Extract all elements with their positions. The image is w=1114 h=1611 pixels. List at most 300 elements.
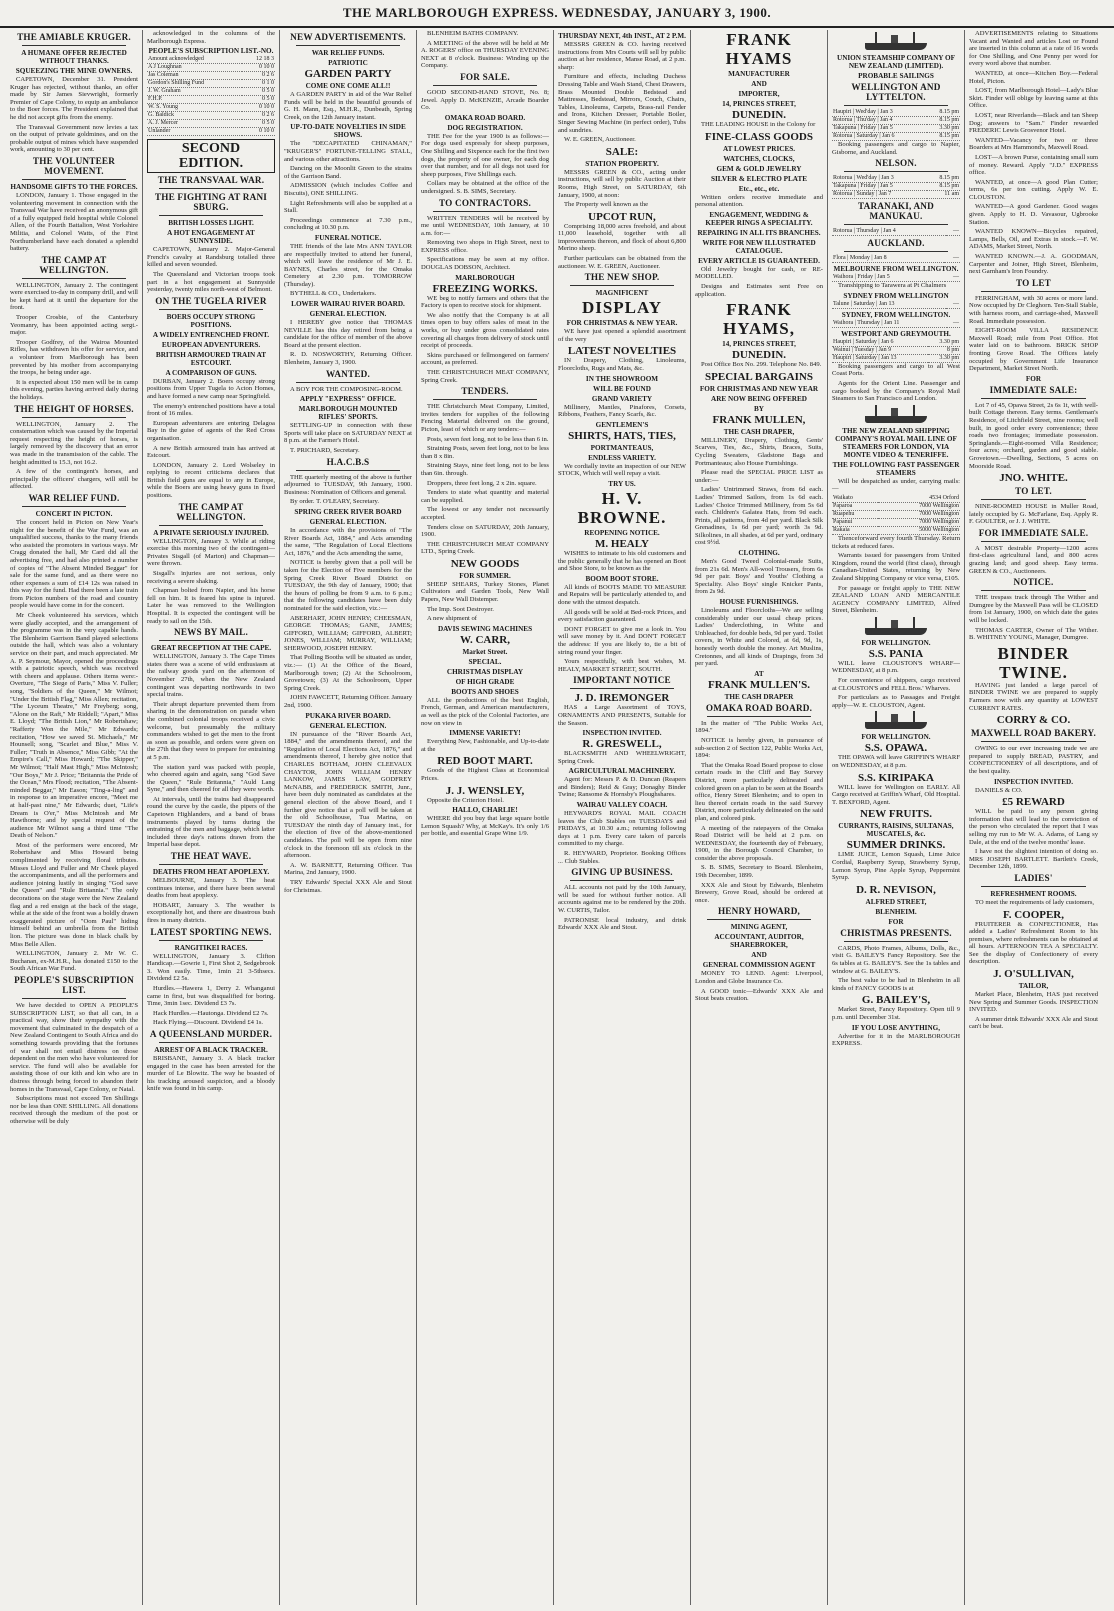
subheading: THE CASH DRAPER: [724, 692, 794, 701]
paragraph: NOTICE is hereby given, in pursuance of sub-section 2 of Section 122, Public Works Act, 1894:: [695, 736, 823, 760]
subheading: Etc., etc., etc.: [738, 184, 780, 193]
table-row: [147, 64, 275, 72]
paragraph: WANTED—A good Gardener. Good wages given. Apply to H. D. Vavasour, Ugbrooke Station.: [969, 203, 1098, 226]
column-6: [691, 30, 828, 1605]
subheading: SILVER & ELECTRO PLATE: [710, 174, 808, 183]
paragraph: WELLINGTON, January 3. Clifton Handicap.—Gowrie 1, First Shot 2, Sedgebrook 3. Won easily. Time, 1min 21 3-5thsecs. Dividend £2 5s.: [147, 952, 275, 983]
subheading: GENTLEMEN'S: [595, 420, 649, 429]
rule: [570, 880, 674, 881]
display-line: FINE-CLASS GOODS: [705, 130, 813, 143]
headline: HENRY HOWARD,: [717, 906, 801, 917]
subheading: WAIRAU VALLEY COACH.: [576, 801, 668, 810]
paragraph: HOBART, January 3. The weather is exceptionally hot, and there are disastrous bush fires in many districts.: [147, 901, 275, 924]
table-cell: Waihora | Thursday | Jan 11: [832, 320, 947, 328]
rule: [22, 998, 126, 999]
rule: [296, 470, 400, 471]
table-cell: 0 5 0: [242, 96, 275, 104]
display-line: FRANK MULLEN,: [712, 413, 806, 426]
table-cell: Gordon's Shilling Fund: [147, 80, 242, 88]
subheading: FOR: [888, 917, 904, 926]
subheading: FOR WELLINGTON.: [861, 638, 931, 647]
table-row: [832, 183, 960, 191]
paragraph: Further particulars can be obtained from the auctioneer. W. E. GREEN, Auctioneer.: [558, 255, 686, 270]
rule: [433, 85, 537, 86]
table-cell: 8.15 pm: [927, 175, 960, 183]
subheading: OMAKA ROAD BOARD.: [444, 113, 526, 122]
schedule-table: [832, 339, 960, 363]
subheading: GENERAL COMMISSION AGENT: [702, 961, 816, 970]
display-line: CORRY & CO.: [996, 714, 1071, 727]
paragraph: Linoleums and Floorcloths—We are selling considerably under our usual cheap prices. Ladies' Underclothing, in White and Unbleached, for double beds, 9d per yard. Toilet covers, in White and Colored, at 6d, 9d, 1s, honestly worth double the money. Art Muslins, Cretonnes, and all kinds of Drapings, from 3d per yard.: [695, 607, 823, 668]
rule: [22, 417, 126, 418]
subheading: GRAND VARIETY: [591, 394, 653, 403]
rule: [981, 590, 1086, 591]
headline: IMMEDIATE SALE:: [989, 384, 1078, 395]
rule: [159, 309, 263, 310]
paragraph: WANTED, at once—A good Plan Cutter; terms, 6s per ton cutting. Apply W. E. CLOUSTON.: [969, 178, 1098, 201]
table-row: [832, 255, 960, 263]
paragraph: T. PRICHARD, Secretary.: [290, 447, 360, 454]
paragraph: Straining Posts, seven feet long, not to be less than 8 x 8in.: [421, 445, 549, 460]
paragraph: Trooper Godfrey, of the Wairoa Mounted Rifles, has withdrawn his offer for service, and a volunteer from Marlborough has been prevented by his mother from accompanying the troops, he being under age.: [10, 338, 138, 377]
display-line: JNO. WHITE.: [999, 472, 1068, 485]
masthead: THE MARLBOROUGH EXPRESS. WEDNESDAY, JANUARY 3, 1900.: [0, 0, 1114, 28]
paragraph: A. W. BARNETT, Returning Officer. Tua Marina, 2nd January, 1900.: [284, 861, 412, 877]
paragraph: THE Christchurch Meat Company, Limited, invites tenders for supplies of the following Fencing Material delivered on the ground, Picton, least of which or any tenders:—: [421, 403, 549, 433]
paragraph: ADVERTISEMENTS relating to Situations Vacant and Wanted and articles Lost or Found are inserted in this column at a rate of 16 words for One Shilling, and One Penny per word for every word above that number.: [969, 30, 1098, 68]
rule: [844, 251, 948, 252]
paragraph: Chapman bolted from Napier, and his horse fell on him. It is feared his spine is injured. Later he was removed to the Wellington Hospital. It is expected the contingent will be ready to sail on the 15th.: [147, 587, 275, 625]
rule: [844, 105, 948, 106]
ship-hull: [865, 628, 927, 635]
ship-hull: [865, 43, 927, 50]
paragraph: Will be despatched as under, carrying mails:—: [832, 477, 960, 493]
headline: A QUEENSLAND MURDER.: [149, 1028, 273, 1039]
paragraph: SHEEP SHEARS, Turkey Stones, Planet Cultivators and Garden Tools, New Wall Papers, New Wall Distemper.: [421, 580, 549, 604]
subheading: CLOTHING.: [738, 549, 780, 558]
table-row: [832, 510, 960, 518]
subheading: FOR CHRISTMAS AND NEW YEAR: [699, 384, 819, 393]
rule: [981, 398, 1086, 399]
subheading: ARE NOW BEING OFFERED: [711, 394, 807, 403]
ship-hull: [865, 722, 927, 729]
subheading: Market Street.: [462, 647, 508, 656]
paragraph: WRITTEN TENDERS will be received by me until WEDNESDAY, 10th January, at 10 a.m. for:—: [421, 214, 549, 237]
table-row: [832, 339, 960, 347]
display-line: W. CARR,: [459, 633, 510, 646]
table-cell: Rotorua | Wed'day | Jan 3: [832, 175, 927, 183]
headline: MAXWELL ROAD BAKERY.: [970, 728, 1097, 739]
paragraph: All kinds of BOOTS MADE TO MEASURE and Repairs will be particularly attended to, and done with the utmost despatch.: [558, 583, 686, 606]
display-line: FREEZING WORKS.: [432, 282, 538, 295]
paragraph: Dancing on the Moonlit Green to the strains of the Garrison Band.: [284, 165, 412, 180]
subheading: INSPECTION INVITED.: [582, 729, 662, 738]
subheading: STATION PROPERTY.: [585, 159, 659, 168]
table-cell: 8.15 pm: [927, 133, 960, 141]
table-row: [832, 274, 960, 282]
headline: ON THE TUGELA RIVER: [155, 295, 267, 306]
paragraph: The Transvaal Government now levies a tax on the output of private goldmines, and on the probable output of mines which have suspended work, amounting to 30 per cent.: [10, 123, 138, 154]
display-line: £5 REWARD: [1002, 796, 1065, 809]
paragraph: THE trespass track through The Wither and Dumgree by the Maxwell Pass will be CLOSED from 1st January, 1900, on which date the gates will be locked.: [969, 594, 1098, 625]
display-line: NEW FRUITS.: [860, 808, 932, 821]
table-cell: 3.30 pm: [928, 354, 960, 362]
paragraph: Warrants issued for passengers from United Kingdom, round the world (first class), through Canadian-United States, returning by New Zealand Shipping Company or vice versa, £105.: [832, 552, 960, 582]
subheading: DOG REGISTRATION.: [447, 123, 523, 132]
headline: THE AMIABLE KRUGER.: [17, 32, 131, 42]
paragraph: The best value to be had in Blenheim in all kinds of FANCY GOODS is at: [832, 977, 960, 992]
rule: [159, 940, 263, 941]
subheading: BOOTS AND SHOES: [451, 687, 519, 696]
paragraph: HAS a Large Assortment of TOYS, ORNAMENTS AND PRESENTS, Suitable for the Season.: [558, 704, 686, 727]
paragraph: ALL accounts not paid by the 10th January, will be sued for without further notice. All accounts against me to be rendered by the 20th. W. CURTIS, Tailor.: [558, 884, 686, 914]
headline: AUCKLAND.: [867, 238, 925, 249]
display-line: R. GRESWELL,: [582, 738, 662, 751]
table-row: [832, 301, 960, 309]
subheading: THE NEW ZEALAND SHIPPING COMPANY'S ROYAL MAIL LINE OF STEAMERS FOR LONDON, VIA MONTE VIDEO & TENERIFFE.: [835, 426, 957, 459]
paragraph: Specifications may be seen at my office. DOUGLAS DOBSON, Architect.: [421, 256, 549, 272]
subheading: BRITISH LOSSES LIGHT.: [168, 219, 254, 228]
headline: NEW ADVERTISEMENTS.: [290, 32, 406, 42]
table-row: [832, 346, 960, 354]
ship-funnel: [891, 408, 898, 416]
paragraph: WE have just opened a splendid assortment of the very: [558, 328, 686, 343]
steamship-icon: [861, 405, 931, 425]
paragraph: LIME JUICE, Lemon Squash, Lime Juice Cordial, Raspberry Syrup, Strawberry Syrup, Lemon Syrup, Pine Apple Syrup, Peppermint Syrup.: [832, 851, 960, 882]
subheading: UP-TO-DATE NOVELTIES IN SIDE SHOWS.: [290, 123, 406, 140]
table-row: [147, 56, 275, 64]
schedule-table: [832, 320, 960, 328]
paragraph: W. E. GREEN, Auctioneer.: [564, 136, 636, 144]
subheading: SYDNEY, FROM WELLINGTON.: [841, 310, 951, 319]
table-row: [832, 191, 960, 199]
subheading: PROBABLE SAILINGS: [858, 72, 934, 80]
paragraph: S. B. SIMS, Secretary to Board. Blenheim, 19th December, 1899.: [695, 864, 823, 880]
table-cell: 7000 Wellington: [878, 502, 960, 510]
subheading: CONCERT IN PICTON.: [35, 509, 113, 518]
paragraph: WILL be paid to any person giving information that will lead to the conviction of the person who circulated the report that I was selling my run to Mr W. A. Adams, of Lang sy Dale, at the end of the twelve months' lease.: [969, 808, 1098, 846]
rule: [844, 171, 948, 172]
paragraph: Hurdles.—Hawera 1, Derry 2. Whanganui came in first, but was disqualified for boring. Time, 3min 1sec. Dividend £3 7s.: [147, 984, 275, 1008]
paragraph: A GOOD tonic—Edwards' XXX Ale and Stout beats creation.: [695, 987, 823, 1003]
subheading: IN THE SHOWROOM: [585, 374, 659, 383]
paragraph: That the Omaka Road Board propose to close certain roads in the Cliff and Bay Survey District, more particularly delineated and colored green on a plan to be seen at the Board's office, Henry Street Blenheim; and to open in lieu thereof certain roads in the said Survey District, more particularly delineated on the said plan, and colored pink.: [695, 761, 823, 822]
headline: CHRISTMAS PRESENTS.: [840, 927, 952, 938]
table-cell: Amount acknowledged: [147, 56, 242, 64]
table-cell: Haupiri | Saturday | Jan 13: [832, 354, 928, 362]
table-cell: Rakaia: [832, 526, 878, 534]
display-line: S.S. PANIA: [868, 647, 924, 660]
table-cell: —: [946, 301, 960, 309]
paragraph: A new British armoured train has arrived at Estcourt.: [147, 444, 275, 460]
ship-mast: [875, 32, 877, 43]
paragraph: Market Place, Blenheim, HAS just received New Spring and Summer Goods. INSPECTION INVITED.: [969, 991, 1098, 1014]
paragraph: A meeting of the ratepayers of the Omaka Road District will be held at 2 p.m. on WEDNESDAY, the fourteenth day of February, 1900, in the Borough Council Chamber, to consider the above proposals.: [695, 824, 823, 862]
table-cell: 0 10 0: [242, 104, 275, 112]
schedule-table: [832, 109, 960, 141]
rule: [844, 941, 948, 942]
rule: [22, 506, 126, 507]
table-cell: Flora | Monday | Jan 8: [832, 255, 944, 263]
subheading: PORTMANTEAUS,: [590, 443, 654, 452]
table-row: [147, 80, 275, 88]
table-row: [147, 72, 275, 80]
column-4: [417, 30, 554, 1605]
table-cell: A. J. Mercer: [147, 120, 242, 128]
paragraph: Tenders to state what quantity and material can be supplied.: [421, 489, 549, 504]
subheading: APPLY "EXPRESS" OFFICE.: [300, 395, 396, 404]
subheading: BOOM BOOT STORE.: [585, 574, 659, 583]
rule: [433, 399, 537, 400]
table-row: [147, 120, 275, 128]
paragraph: NOTICE is hereby given that a poll will be taken for the Election of Five members for the Spring Creek River Board District on TUESDAY, the 9th day of January, 1900; that the hours of polling be from 9 a.m. to 6 p.m.; that the following candidates have been duly nominated for the said election, viz.:—: [284, 559, 412, 612]
paragraph: We cordially invite an inspection of our NEW STOCK, Which will well repay a visit.: [558, 462, 686, 478]
table-cell: 0 2 6: [242, 112, 275, 120]
headline: TO LET: [1016, 277, 1051, 288]
paragraph: GOOD SECOND-HAND STOVE, No. 8; Jewel. Apply D. McKENZIE, Arcade Boarder Co.: [421, 88, 549, 112]
paragraph: The Imp. Soot Destroyer.: [427, 605, 494, 613]
table-cell: Takapuna | Friday | Jan 5: [832, 183, 927, 191]
paragraph: For convenience of shippers, cargo received at CLOUSTON'S and FELL Bros.' Wharves.: [832, 677, 960, 692]
display-line: S.S. KIRIPAKA: [858, 771, 934, 784]
table-cell: Haupiri | Wed'day | Jan 3: [832, 109, 927, 117]
schedule-table: [832, 274, 960, 282]
rule: [159, 188, 263, 189]
table-cell: 0 5 0: [242, 88, 275, 96]
paragraph: A MEETING of the above will be held at Mr A. ROGERS' office on THURSDAY EVENING NEXT at 8 o'clock. Business: Winding up the Company.: [421, 39, 549, 70]
column-5: [554, 30, 691, 1605]
paragraph: Thenceforward every fourth Thursday. Return tickets at reduced fares.: [832, 534, 960, 550]
paragraph: TRY Edwards' Special XXX Ale and Stout for Christmas.: [284, 878, 412, 894]
headline: THE FIGHTING AT RANI SBURG.: [154, 192, 268, 213]
table-cell: Waihora | Friday | Jan 5: [832, 274, 945, 282]
subheading: EVERY ARTICLE IS GUARANTEED.: [698, 256, 820, 265]
subheading: ENDLESS VARIETY.: [588, 453, 656, 462]
paragraph: Removing two shops in High Street, next to EXPRESS office.: [421, 239, 549, 254]
table-row: [832, 133, 960, 141]
paragraph: The concert held in Picton on New Year's night for the benefit of the War Fund, was an unqualified success, thanks to the many friends who assisted the promoters in various ways. Mr Cragg donated the hall, Mr Card did all the advertising free, and had also printed a number of copies of "The Absent Minded Beggar" for sale for the same fund, and as there were no other expenses a sum of £14 12s was raised in this way for the fund. Had there been a late train from Picton numbers of the road and country people would have come in for the concert.: [10, 518, 138, 610]
paragraph: WELLINGTON, January 2. The contingent were exercised to-day in company drill, and will be kept hard at it until the departure for the front.: [10, 281, 138, 312]
headline: PEOPLE'S SUBSCRIPTION LIST.: [14, 974, 134, 995]
paragraph: DONT FORGET to give me a look in. You will save money by it. And DON'T FORGET the address: If you are likely to, tie a bit of string round your finger.: [558, 625, 686, 656]
display-line: J. J. WENSLEY,: [445, 784, 525, 797]
subheading: ACCOUNTANT, AUDITOR, SHAREBROKER,: [714, 933, 804, 950]
display-line: J. D. IREMONGER: [574, 692, 670, 705]
subheading: IMMENSE VARIETY!: [449, 729, 521, 738]
column-1: [6, 30, 143, 1605]
subheading: A HUMANE OFFER REJECTED WITHOUT THANKS.: [21, 49, 127, 65]
table-cell: W. S. Young: [147, 104, 242, 112]
paragraph: CARDS, Photo Frames, Albums, Dolls, &c., visit G. BAILEY'S Fancy Repository. See the 6s tables at G. BAILEY'S. See the 1s tables and window at G. BAILEY'S.: [832, 944, 960, 975]
ship-mast: [913, 405, 915, 416]
subheading: IF YOU LOSE ANYTHING,: [851, 1023, 941, 1032]
paragraph: MONEY TO LEND. Agent: Liverpool, London and Globe Insurance Co.: [695, 970, 823, 986]
table-cell: 0 1 0: [242, 80, 275, 88]
subheading: ALFRED STREET,: [865, 897, 927, 906]
rule: [570, 688, 674, 689]
subheading: MINING AGENT,: [730, 923, 788, 932]
subheading: AGRICULTURAL MACHINERY.: [568, 767, 676, 776]
ship-funnel: [891, 714, 898, 722]
subheading: FOR CHRISTMAS & NEW YEAR.: [566, 319, 678, 328]
paragraph: Light Refreshments will also be supplied at a Stall.: [284, 199, 412, 215]
rule: [22, 179, 126, 180]
headline: NOTICE.: [1013, 577, 1054, 588]
paragraph: WANTED KNOWN.—J. A. GOODMAN, Carpenter and Joiner, High Street, Blenheim, next Garnham's Iron Foundry.: [969, 253, 1098, 276]
table-row: [147, 88, 275, 96]
rule: [981, 541, 1086, 542]
table-row: [147, 128, 275, 136]
subheading: REOPENING NOTICE.: [584, 529, 660, 537]
subheading: 14, PRINCES STREET,: [722, 100, 796, 108]
paragraph: BYTHELL & CO., Undertakers.: [290, 290, 377, 298]
column-8: [965, 30, 1102, 1605]
paragraph: ALL the productions of the best English, French, German, and American manufacturers, as well as the pick of the Colonial Factories, are now on view in: [421, 696, 549, 727]
schedule-table: [832, 255, 960, 263]
paragraph: Agents for the Orient Line. Passenger and cargo booked by the Company's Royal Mail Steamers to San Francisco and London.: [832, 379, 960, 403]
table-cell: 11 am: [927, 191, 960, 199]
paragraph: Straining Stays, nine feet long, not to be less than 6in. through.: [421, 462, 549, 477]
paragraph: ABERHART, JOHN HENRY; CHEESMAN, GEORGE THOMAS; GANE, JAMES; GIFFORD, WILLIAM; GIFFORD, ALBERT; JONES, WILLIAM; MURRAY, WILLIAM; SHERWOOD, JOSEPH HENRY.: [284, 614, 412, 652]
table-cell: 8.15 pm: [927, 183, 960, 191]
subheading: THURSDAY NEXT, 4th INST., AT 2 P.M.: [558, 32, 686, 40]
paragraph: That Polling Booths will be situated as under, viz.:— (1) At the Office of the Board, Marlborough town; (2) At the Schoolroom, Grovetown; (3) At the Schoolroom, Upper Spring Creek.: [284, 654, 412, 692]
columns: [6, 30, 1108, 1605]
paragraph: Post Office Box No. 299. Telephone No. 849.: [701, 361, 822, 369]
subheading: GENERAL ELECTION.: [309, 517, 387, 526]
rule: [159, 525, 263, 526]
display-line: G. BAILEY'S,: [861, 994, 931, 1007]
table-row: [832, 495, 960, 503]
subheading: REPAIRING IN ALL ITS BRANCHES.: [697, 228, 821, 237]
paragraph: We have decided to OPEN A PEOPLE'S SUBSCRIPTION LIST, so that all can, in a practical way, show their sympathy with the movement that culminated in the despatch of a New Zealand Contingent to South Africa and do something towards providing that the fortunes of war shall not entail distress on those dependent on the men who have volunteered for service. The fund will also be available for assisting those of our kith and kin who are in distress through being forced to abandon their homes in the Transvaal, Cape Colony, or Natal.: [10, 1001, 138, 1093]
paragraph: Trooper Crosbie, of the Canterbury Yeomanry, has been appointed acting sergt.-major.: [10, 314, 138, 337]
paragraph: Designs and Estimates sent Free on application.: [695, 282, 823, 298]
table-cell: Papanui: [832, 518, 878, 526]
paragraph: LOST—A brown Purse, containing small sum of money. Reward. Apply "J.D." EXPRESS office.: [969, 153, 1098, 177]
paragraph: OWING to our ever increasing trade we are prepared to supply BREAD, PASTRY, and CONFECTIONERY of all descriptions, and of the best quality.: [969, 745, 1098, 775]
subheading: LOWER WAIRAU RIVER BOARD.: [291, 300, 405, 309]
display-line: FRANK MULLEN'S.: [707, 678, 811, 691]
headline: NEWS BY MAIL.: [174, 627, 248, 638]
headline: LADIES': [1014, 872, 1053, 883]
paragraph: ADMISSION (which includes Coffee and Biscuits), ONE SHILLING.: [284, 182, 412, 197]
paragraph: WELLINGTON, January 3. While at riding exercise this morning two of the contingent—Privates Sisgall (of Marton) and Chapman—were thrown.: [147, 537, 275, 568]
display-line: UPCOT RUN,: [588, 210, 656, 223]
paragraph: At intervals, until the trains had disappeared round the curve by the castle, the pipers of the Capetown Highlanders, and a band of brass instruments played by turns during the entraining of the men and baggage, which latter included three day's rations drawn from the Imperial base depot.: [147, 795, 275, 849]
subheading: A HOT ENGAGEMENT AT SUNNYSIDE.: [167, 229, 255, 246]
paragraph: Hack Flying.—Discount. Dividend £4 1s.: [153, 1019, 264, 1027]
subheading: CURRANTS, RAISINS, SULTANAS, MUSCATELS, &c.: [838, 822, 954, 839]
table-cell: 0 5 0: [242, 120, 275, 128]
ship-mast: [875, 617, 877, 628]
subheading: DAVIS SEWING MACHINES: [437, 624, 533, 633]
subheading: AND: [751, 80, 767, 88]
rule: [433, 211, 537, 212]
paragraph: Their abrupt departure prevented them from sharing in the demonstration on parade when the combined colonial troops received a civic welcome, but presumably the military commanders wished to get the men to the front as soon as possible, and orders were given on the 27th that they were to prepare for entraining at 5 p.m.: [147, 700, 275, 761]
subheading: ENGAGEMENT, WEDDING & KEEPER RINGS A SPECIALITY.: [705, 210, 813, 227]
paragraph: CAPETOWN, January 2. Major-General French's cavalry at Randsburg totalled three killed and seven wounded.: [147, 246, 275, 269]
table-row: [832, 320, 960, 328]
paragraph: WILL leave for Wellington on EARLY. All Cargo received at Griffin's Wharf, Old Hospital. T. BEXFORD, Agent.: [832, 783, 960, 806]
subheading: PEOPLE'S SUBSCRIPTION LIST.-NO.: [148, 47, 274, 56]
paragraph: A MOST desirable Property—1200 acres first-class agricultural land, and 800 acres grazing land; and good sheep. Easy terms. GREEN & CO., Auctioneers.: [969, 544, 1098, 575]
subheading: WAR RELIEF FUNDS.: [311, 49, 385, 57]
subheading: FOR: [1025, 374, 1042, 383]
ship-funnel: [891, 620, 898, 628]
paragraph: Old Jewelry bought for cash, or RE-MODELLED.: [695, 265, 823, 281]
subheading: AND: [751, 951, 767, 960]
paragraph: A BOY FOR THE COMPOSING-ROOM.: [290, 385, 403, 393]
subheading: HOUSE FURNISHINGS.: [719, 598, 799, 607]
rule: [981, 886, 1086, 887]
headline: TO CONTRACTORS.: [438, 197, 531, 208]
subheading: TRY US.: [608, 480, 636, 488]
paragraph: The "DECAPITATED CHINAMAN," "KRUGER'S" FORTUNE-TELLING STALL, and various other attractions.: [284, 140, 412, 163]
paragraph: WILL leave CLOUSTON'S WHARF—WEDNESDAY, at 8 p.m.: [832, 659, 960, 675]
subheading: A COMPARISON OF GUNS.: [165, 368, 257, 377]
paragraph: WE beg to notify farmers and others that the Factory is open to receive stock for shipment.: [421, 294, 549, 310]
subheading: UNION STEAMSHIP COMPANY OF NEW ZEALAND (LIMITED).: [837, 54, 955, 70]
paragraph: I HEREBY give notice that THOMAS NEVILLE has this day retired from being a candidate for the office of member of the above Board at the present election.: [284, 319, 412, 349]
paragraph: Posts, seven feet long, not to be less than 6 in.: [427, 435, 549, 443]
subheading: WATCHES, CLOCKS,: [723, 154, 795, 163]
subheading: BRITISH ARMOURED TRAIN AT ESTCOURT.: [155, 350, 267, 367]
display-line: M. HEALY: [595, 538, 649, 550]
headline: THE HEAT WAVE.: [170, 851, 252, 862]
paragraph: It is expected about 150 men will be in camp this evening, parties having arrived daily during the holidays.: [10, 378, 138, 401]
paragraph: NINE-ROOMED HOUSE in Muller Road, lately occupied by G. McFarlane, Esq. Apply R. F. GOULTER, or J. J. WHITE.: [969, 503, 1098, 526]
schedule-table: [832, 228, 960, 236]
paragraph: Millinery, Mantles, Pinafores, Corsets, Ribbons, Feathers, Fancy Scarfs, &c.: [558, 403, 686, 419]
display-line: SALE:: [605, 145, 639, 158]
subheading: COME ONE COME ALL!!: [305, 82, 391, 90]
rule: [159, 864, 263, 865]
table-row: [832, 518, 960, 526]
steamship-icon: [861, 32, 931, 52]
table-cell: 5000 Wellington: [878, 526, 960, 534]
column-3: [280, 30, 417, 1605]
paragraph: Transhipping to Tarawera at Pt Chalmers: [838, 282, 947, 290]
display-line: RED BOOT MART.: [437, 755, 533, 768]
paragraph: Hack Hurdles.—Hautonga. Dividend £2 7s.: [153, 1009, 269, 1017]
paragraph: Agent for: Messrs P. & D. Duncan (Reapers and Binders); Reid & Gray; Donaghy Binder Twine; Ransome & Hornsby's Ploughshares.: [558, 776, 686, 799]
paragraph: WANTED, at once—Kitchen Boy.—Federal Hotel, Picton.: [969, 69, 1098, 85]
subheading: HALLO, CHARLIE!: [452, 806, 518, 815]
table-cell: Unlander: [147, 128, 242, 136]
table-cell: 3.30 pm: [928, 339, 960, 347]
table-cell: Takapuna | Friday | Jan 5: [832, 125, 927, 133]
table-row: [147, 104, 275, 112]
paragraph: Furniture and effects, including Duchess Dressing Table and Wash Stand, Chest Drawers, Brass Mounted Double Bedstead and Mattresses, Bedstead, Mirrors, Couch, Chairs, Tables, Linoleums, Carpets, Brass-rail Fender and Irons, Kitchen Dresser, Portable Boiler, Singer Sewing Machine (in perfect order), Tubs and sundries.: [558, 73, 686, 134]
paragraph: FERRINGHAM, with 30 acres or more land. Now occupied by Dr Cleghorn. Ten-Stall Stable, with harness room, and carriage-shed, Maxwell Road. Immediate possession.: [969, 294, 1098, 325]
table-cell: Ruapehu: [832, 510, 878, 518]
paragraph: HAVING just landed a large parcel of BINDER TWINE we are prepared to supply Farmers now with any quantity at LOWEST CURRENT RATES.: [969, 681, 1098, 712]
headline: THE VOLUNTEER MOVEMENT.: [32, 155, 116, 176]
paragraph: WELLINGTON, January 2. The consternation which was caused by the Imperial request respecting the height of horses, is largely removed by the discovery that an error was made in the transmission of the cable. The height admitted is 15.3, not 16.2.: [10, 420, 138, 466]
column-2: [143, 30, 280, 1605]
paragraph: Ladies' Untrimmed Straws, from 6d each. Ladies' Trimmed Sailors, from 1s 6d each. Ladies' Choice Trimmed Millinery, from 5s 6d each. Children's Galatea Hats, from 9d each. Prints, all patterns, from 4d per yard. Black Silk Grenadines, 1s 6d per yard; worth 3s 9d. Silkolines, in all shades, at 6d per yard, ordinary cost 9½d.: [695, 486, 823, 547]
paragraph: A new shipment of: [427, 615, 477, 623]
headline: GIVING UP BUSINESS.: [571, 867, 673, 878]
paragraph: Tenders close on SATURDAY, 20th January, 1900.: [421, 523, 549, 539]
paragraph: IN Drapery, Clothing, Linoleums, Floorcloths, Rugs and Mats, &c.: [558, 357, 686, 373]
rule: [22, 278, 126, 279]
rule: [981, 741, 1086, 742]
paragraph: BLACKSMITH AND WHEELWRIGHT, Spring Creek.: [558, 750, 686, 765]
table-row: [147, 96, 275, 104]
paragraph: HEYWARD'S ROYAL MAIL COACH leaves the Club Stables on TUESDAYS and FRIDAYS, at 10.30 a.m.; returning following days at 1 p.m. Every care taken of parcels committed to my charge.: [558, 810, 686, 848]
